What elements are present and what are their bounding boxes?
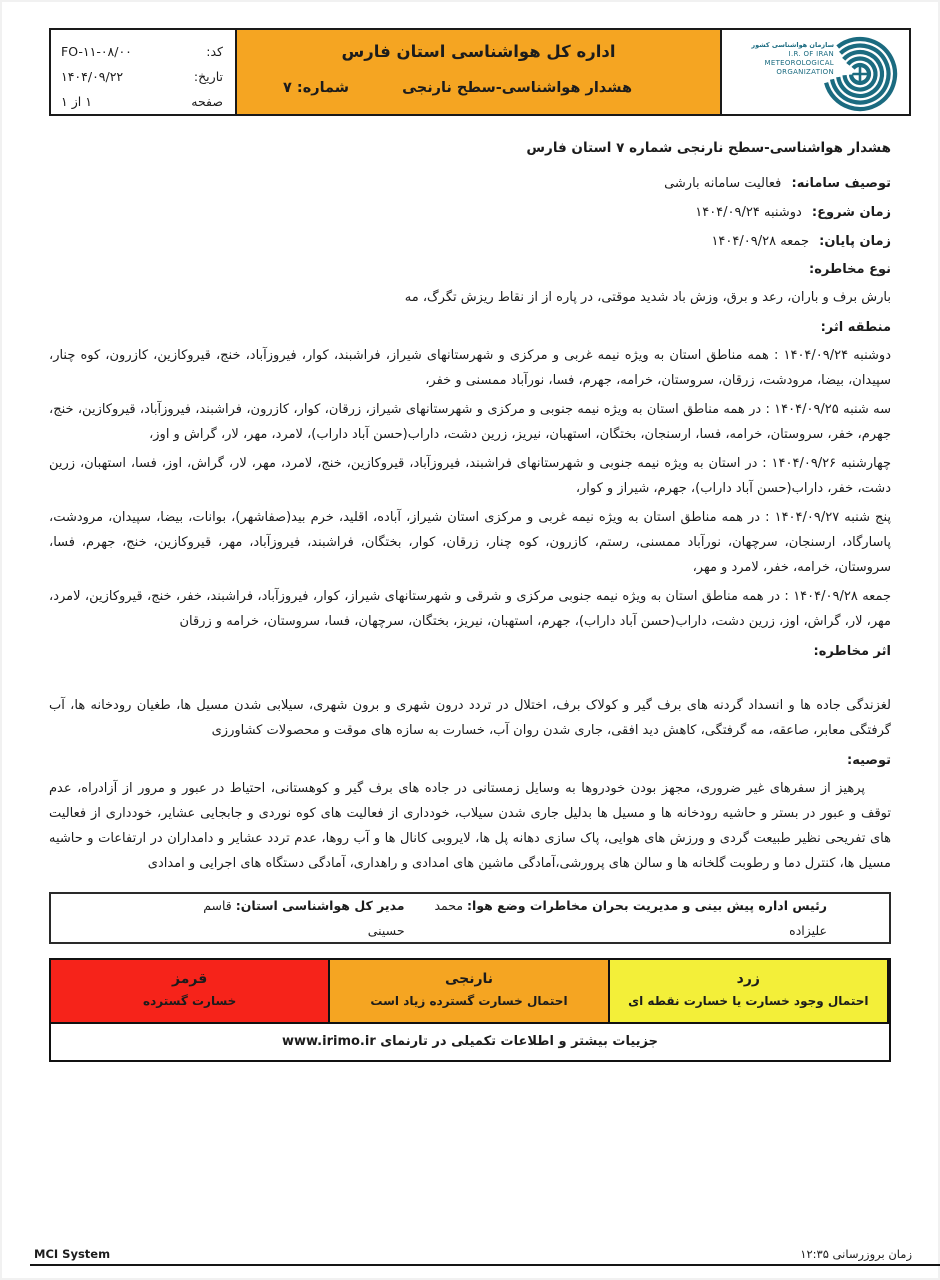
footer-update-time: زمان بروزرسانی ۱۲:۳۵: [800, 1247, 912, 1261]
system-description-label: توصیف سامانه:: [791, 176, 891, 191]
forecast-manager-name: محمد علیزاده: [434, 898, 827, 938]
start-time-field: [49, 198, 891, 227]
doc-date-value: ۱۴۰۴/۰۹/۲۲: [61, 69, 124, 84]
affected-area-label: منطقه اثر:: [820, 320, 891, 335]
doc-page-label: صفحه: [191, 94, 223, 109]
level-orange-desc: احتمال خسارت گسترده زیاد است: [370, 994, 568, 1008]
advice-text: پرهیز از سفرهای غیر ضروری، مجهز بودن خودروها به وسایل زمستانی در جاده های برف گیر و کوهستانی، احتیاط در عبور و مرور از آزادراه، عدم توقف و عبور در بستر و حاشیه رودخانه ها و مسیل ها بدلیل جاری شدن سیلاب، خودداری از فعالیت های کوه نوردی و جابجایی عشایر، خودداری از فعالیت های تفریحی نظیر طبیعت گردی و ورزش های هوایی، پاک سازی دهانه پل ها، لایروبی کانال ها و آب روها، عدم تردد عشایر و دامداران در ارتفاعات و حاشیه مسیل ها، کنترل دما و رطوبت گلخانه ها و سالن های پرورشی،آمادگی ماشین های امدادی و راهداری، آمادگی دستگاه های اجرایی و امدادی: [49, 781, 891, 871]
hazard-type-text: بارش برف و باران، رعد و برق، وزش باد شدید موقتی، در پاره از از نقاط ریزش تگرگ، مه: [404, 290, 891, 305]
footer-divider: [30, 1264, 940, 1266]
doc-code-value: FO-۱۱-۰۸/۰۰: [61, 44, 132, 59]
doc-date-label: تاریخ:: [193, 69, 223, 84]
forecast-manager-label: رئیس اداره پیش بینی و مدیریت بحران مخاطرات وضع هوا:: [467, 898, 827, 913]
hazard-effect-text: لغزندگی جاده ها و انسداد گردنه های برف گیر و کولاک برف، اختلال در تردد درون شهری و برون شهری، سیلابی شدن مسیل ها، طغیان رودخانه ها، آب گرفتگی معابر، صاعقه، مه گرفتگی، کاهش دید افقی، جاری شدن روان آب، خسارت به سازه های موقت و محصولات کشاورزی: [49, 698, 891, 738]
level-yellow: [610, 960, 889, 1022]
header-title-cell: [237, 30, 722, 114]
warning-level-title: هشدار هواشناسی-سطح نارنجی: [402, 80, 632, 96]
level-orange-title: نارنجی: [444, 971, 494, 987]
document-footer: [0, 1245, 940, 1266]
header-logo-cell: [722, 30, 909, 114]
doc-code-label: کد:: [206, 44, 223, 59]
irimo-logo-text-en1: I.R. OF IRAN: [788, 50, 834, 58]
end-time-value: جمعه ۱۴۰۴/۰۹/۲۸: [711, 234, 809, 249]
level-yellow-desc: احتمال وجود خسارت یا خسارت نقطه ای: [628, 994, 869, 1008]
level-red-desc: خسارت گسترده: [143, 994, 237, 1008]
region-paragraph-thursday: پنج شنبه ۱۴۰۴/۰۹/۲۷ : در همه مناطق استان به ویژه نیمه غربی و مرکزی استان شیراز، آباده، اقلید، خرم بید(صفاشهر)، بوانات، بیضا، سپیدان، مرودشت، پاسارگاد، ارسنجان، سرچهان، نورآباد ممسنی، رستم، کازرون، کوه چنار، زرقان، کوار، بختگان، فراشبند، فیروزآباد، مهر، قیروکازین، خنج، جهرم، فسا، سروستان، خرامه، خفر، لامرد و مهر،: [49, 510, 891, 575]
document-body: [30, 136, 910, 1062]
level-yellow-title: زرد: [736, 971, 760, 987]
region-paragraph-monday: دوشنبه ۱۴۰۴/۰۹/۲۴ : همه مناطق استان به ویژه نیمه غربی و مرکزی و شهرستانهای شیراز، فراشبند، کوار، فیروزآباد، خنج، قیروکازین، کازرون، کوه چنار، سپیدان، بیضا، مرودشت، زرقان، سروستان، خرامه، جهرم، فسا، نورآباد ممسنی و خفر،: [49, 348, 891, 388]
website-note: جزییات بیشتر و اطلاعات تکمیلی در تارنمای www.irimo.ir: [51, 1022, 889, 1060]
forecast-manager-signature: [405, 893, 827, 943]
irimo-logo-text-fa: سازمان هواشناسی کشور: [751, 41, 834, 49]
doc-code-row: [61, 39, 223, 64]
header-meta-cell: [51, 30, 237, 114]
director-general-name: قاسم حسینی: [203, 898, 405, 938]
hazard-type-label: نوع مخاطره:: [809, 262, 891, 277]
irimo-logo-text-en2: METEOROLOGICAL: [764, 59, 834, 67]
document-header: [49, 28, 911, 116]
level-red: [51, 960, 330, 1022]
doc-page-value: ۱ از ۱: [61, 94, 92, 109]
org-title: اداره کل هواشناسی استان فارس: [341, 42, 616, 61]
system-description-field: [49, 169, 891, 198]
level-orange: [330, 960, 609, 1022]
region-paragraph-wednesday: چهارشنبه ۱۴۰۴/۰۹/۲۶ : در استان به ویژه نیمه جنوبی و شهرستانهای فراشبند، فیروزآباد، قیروکازین، خنج، لامرد، مهر، لار، گراش، اوز، فسا، استهبان، زرین دشت، خفر، داراب(حسن آباد داراب)، جهرم، شیراز و کوار،: [49, 456, 892, 496]
advice-label: توصیه:: [847, 753, 891, 768]
director-general-label: مدیر کل هواشناسی استان:: [235, 898, 405, 913]
footer-system-name: MCI System: [34, 1247, 111, 1261]
doc-page-row: [61, 89, 223, 114]
region-paragraph-friday: جمعه ۱۴۰۴/۰۹/۲۸ : در همه مناطق استان به ویژه نیمه جنوبی مرکزی و شرقی و شهرستانهای شیراز، کوار، فیروزآباد، فراشبند، خفر، خنج، قیروکازین، لامرد، مهر، لار، گراش، اوز، زرین دشت، داراب(حسن آباد داراب)، جهرم، استهبان، نیریز، بختگان، سرچهان، فسا، سروستان، خرامه و زرقان: [49, 589, 891, 629]
irimo-logo-text: [734, 41, 834, 77]
end-time-field: [49, 227, 891, 256]
region-paragraph-tuesday: سه شنبه ۱۴۰۴/۰۹/۲۵ : در همه مناطق استان به ویژه نیمه جنوبی و مرکزی و شهرستانهای شیراز، زرقان، کوار، کازرون، فراشبند، فیروزآباد، قیروکازین، خنج، جهرم، خفر، سروستان، خرامه، فسا، ارسنجان، بختگان، استهبان، نیریز، زرین دشت، داراب(حسن آباد داراب)، لامرد، مهر، لار، گراش و اوز،: [49, 402, 891, 442]
system-description-value: فعالیت سامانه بارشی: [664, 176, 782, 191]
level-red-title: قرمز: [172, 971, 208, 987]
start-time-label: زمان شروع:: [811, 205, 891, 220]
signature-box: [49, 892, 891, 944]
warning-number: شماره: ۷: [283, 80, 350, 96]
page-title: هشدار هواشناسی-سطح نارنجی شماره ۷ استان فارس: [526, 140, 891, 156]
irimo-logo-text-en3: ORGANIZATION: [776, 68, 834, 76]
director-general-signature: [169, 893, 405, 943]
start-time-value: دوشنبه ۱۴۰۴/۰۹/۲۴: [695, 205, 802, 220]
end-time-label: زمان پایان:: [819, 234, 891, 249]
hazard-effect-label: اثر مخاطره:: [813, 644, 891, 659]
warning-level-legend: [49, 958, 891, 1062]
doc-date-row: [61, 64, 223, 89]
